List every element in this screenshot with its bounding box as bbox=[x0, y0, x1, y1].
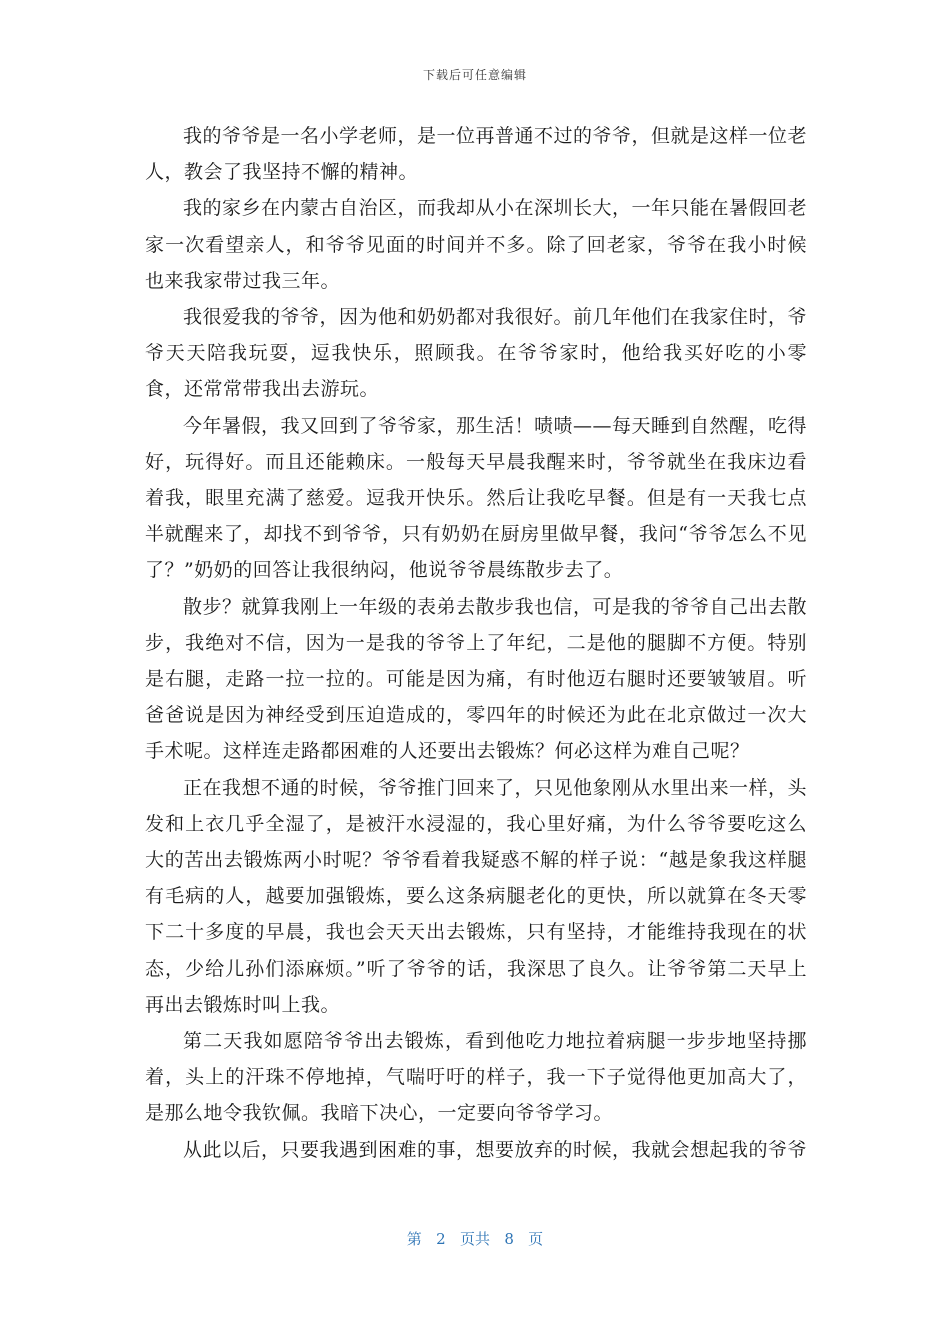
footer-prefix: 第 bbox=[406, 1230, 422, 1248]
page-footer bbox=[0, 1228, 950, 1249]
paragraph-5: 散步？就算我刚上一年级的表弟去散步我也信，可是我的爷爷自己出去散步，我绝对不信，因为一是我的爷爷上了年纪，二是他的腿脚不方便。特别是右腿，走路一拉一拉的。可能是因为痛，有时他迈右腿时还要皱皱眉。听爸爸说是因为神经受到压迫造成的，零四年的时候还为此在北京做过一次大手术呢。这样连走路都困难的人还要出去锻炼？何必这样为难自己呢？ bbox=[145, 595, 808, 763]
paragraph-7: 第二天我如愿陪爷爷出去锻炼，看到他吃力地拉着病腿一步步地坚持挪着，头上的汗珠不停地掉，气喘吁吁的样子，我一下子觉得他更加高大了，是那么地令我钦佩。我暗下决心，一定要向爷爷学习。 bbox=[145, 1030, 807, 1125]
page-header: 下载后可任意编辑 bbox=[422, 68, 527, 82]
total-page-count: 8 bbox=[504, 1230, 514, 1248]
footer-middle: 页共 bbox=[459, 1230, 490, 1248]
current-page-number: 2 bbox=[436, 1230, 446, 1248]
paragraph-3: 我很爱我的爷爷，因为他和奶奶都对我很好。前几年他们在我家住时，爷爷天天陪我玩耍，逗我快乐，照顾我。在爷爷家时，他给我买好吃的小零食，还常常带我出去游玩。 bbox=[145, 306, 808, 401]
footer-suffix: 页 bbox=[528, 1230, 544, 1248]
paragraph-6: 正在我想不通的时候，爷爷推门回来了，只见他象刚从水里出来一样，头发和上衣几乎全湿了，是被汗水浸湿的，我心里好痛，为什么爷爷要吃这么大的苦出去锻炼两小时呢？爷爷看着我疑惑不解的样子说：“越是象我这样腿有毛病的人，越要加强锻炼，要么这条病腿老化的更快，所以就算在冬天零下二十多度的早晨，我也会天天出去锻炼，只有坚持，才能维持我现在的状态，少给儿孙们添麻烦。”听了爷爷的话，我深思了良久。让爷爷第二天早上再出去锻炼时叫上我。 bbox=[145, 776, 808, 1016]
paragraph-4: 今年暑假，我又回到了爷爷家，那生活！啧啧——每天睡到自然醒，吃得好，玩得好。而且还能赖床。一般每天早晨我醒来时，爷爷就坐在我床边看着我，眼里充满了慈爱。逗我开快乐。然后让我吃早餐。但是有一天我七点半就醒来了，却找不到爷爷，只有奶奶在厨房里做早餐，我问“爷爷怎么不见了？”奶奶的回答让我很纳闷，他说爷爷晨练散步去了。 bbox=[145, 414, 808, 582]
document-body bbox=[145, 118, 807, 1168]
paragraph-2: 我的家乡在内蒙古自治区，而我却从小在深圳长大，一年只能在暑假回老家一次看望亲人，和爷爷见面的时间并不多。除了回老家，爷爷在我小时候也来我家带过我三年。 bbox=[145, 197, 808, 292]
paragraph-8: 从此以后，只要我遇到困难的事，想要放弃的时候，我就会想起我的爷爷 bbox=[183, 1138, 808, 1161]
paragraph-1: 我的爷爷是一名小学老师，是一位再普通不过的爷爷，但就是这样一位老人，教会了我坚持不懈的精神。 bbox=[145, 125, 808, 184]
